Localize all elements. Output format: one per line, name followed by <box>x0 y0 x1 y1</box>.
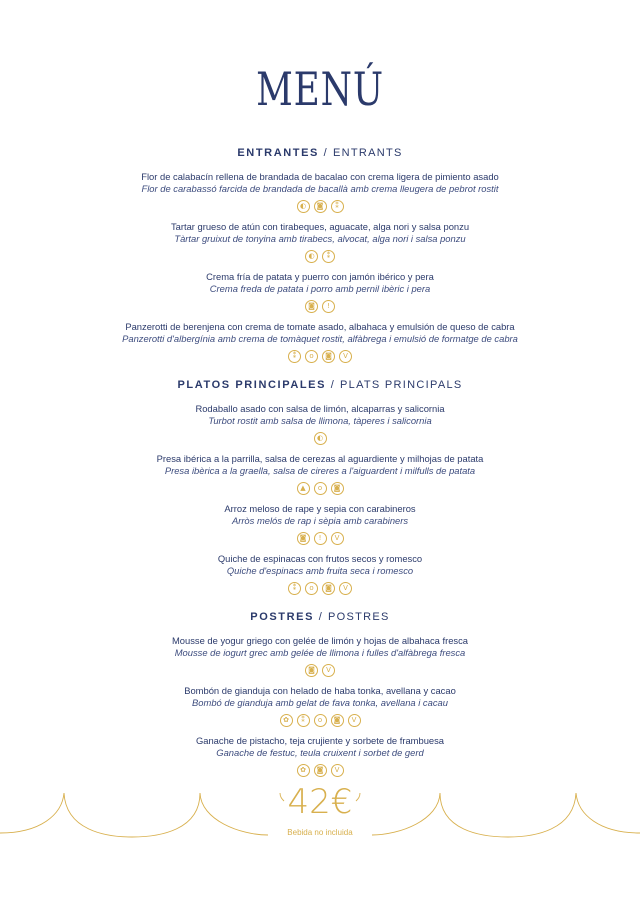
dish-name-ca: Turbot rostit amb salsa de llimona, tàperes i salicornia <box>208 415 432 426</box>
allergen-icons <box>0 250 640 265</box>
celery-icon: ▲ <box>297 482 310 495</box>
vegetarian-icon: V <box>348 714 361 727</box>
gluten-icon: ⁑ <box>288 582 301 595</box>
egg-icon: o <box>314 482 327 495</box>
milk-icon: ◙ <box>297 532 310 545</box>
dish-name-ca: Bombó de gianduja amb gelat de fava tonka, avellana i cacau <box>192 697 448 708</box>
allergen-icons <box>0 200 640 215</box>
section-heading-ca: PLATS PRINCIPALS <box>340 379 463 391</box>
allergen-icons <box>0 532 640 547</box>
nuts-icon: ✿ <box>297 764 310 777</box>
vegetarian-icon: V <box>331 532 344 545</box>
dish-name-es: Tartar grueso de atún con tirabeques, aguacate, alga nori y salsa ponzu <box>170 221 470 232</box>
vegetarian-icon: V <box>339 582 352 595</box>
dish-name-ca: Quiche d'espinacs amb fruita seca i romesco <box>226 565 414 576</box>
allergen-icons <box>0 482 640 497</box>
allergen-icons <box>0 582 640 597</box>
section-heading <box>0 377 640 393</box>
section-heading <box>0 145 640 161</box>
vegetarian-icon: V <box>322 664 335 677</box>
dish-item <box>0 453 640 497</box>
dish-name-es: Bombón de gianduja con helado de haba tonka, avellana y cacao <box>184 685 456 696</box>
dish-name-es: Quiche de espinacas con frutos secos y romesco <box>217 553 423 564</box>
allergen-icons <box>0 300 640 315</box>
section-heading-es: POSTRES <box>250 611 315 623</box>
fish-icon: ◐ <box>305 250 318 263</box>
vegetarian-icon: V <box>331 764 344 777</box>
allergen-icons <box>0 350 640 365</box>
dish-item <box>0 171 640 215</box>
page-title: MENÚ <box>256 62 384 116</box>
fish-icon: ◐ <box>297 200 310 213</box>
price: 42€ <box>287 782 353 822</box>
gluten-icon: ⁑ <box>297 714 310 727</box>
milk-icon: ◙ <box>314 764 327 777</box>
section-heading-es: ENTRANTES <box>237 147 319 159</box>
dish-name-ca: Flor de carabassó farcida de brandada de bacallà amb crema lleugera de pebrot rostit <box>141 183 499 194</box>
section-heading <box>0 609 640 625</box>
dish-name-es: Panzerotti de berenjena con crema de tomate asado, albahaca y emulsión de queso de cabra <box>125 321 515 332</box>
egg-icon: o <box>305 350 318 363</box>
dish-name-es: Mousse de yogur griego con gelée de limón y hojas de albahaca fresca <box>171 635 469 646</box>
price-note: Bebida no incluida <box>287 828 353 837</box>
dish-item <box>0 685 640 729</box>
egg-icon: o <box>314 714 327 727</box>
gluten-icon: ⁑ <box>322 250 335 263</box>
dish-name-ca: Panzerotti d'albergínia amb crema de tomàquet rostit, alfàbrega i emulsió de formatge de cabra <box>122 333 518 344</box>
dish-name-es: Flor de calabacín rellena de brandada de bacalao con crema ligera de pimiento asado <box>141 171 499 182</box>
nuts-icon: ✿ <box>280 714 293 727</box>
allergen-icons <box>0 714 640 729</box>
dish-item <box>0 403 640 447</box>
gluten-icon: ⁑ <box>288 350 301 363</box>
dish-name-es: Crema fría de patata y puerro con jamón ibérico y pera <box>206 271 434 282</box>
menu-content <box>0 145 640 791</box>
milk-icon: ◙ <box>322 582 335 595</box>
dish-name-ca: Mousse de iogurt grec amb gelée de llimona i fulles d'alfàbrega fresca <box>174 647 466 658</box>
milk-icon: ◙ <box>314 200 327 213</box>
dish-name-es: Rodaballo asado con salsa de limón, alcaparras y salicornia <box>195 403 445 414</box>
dish-item <box>0 221 640 265</box>
sulphite-icon: ! <box>322 300 335 313</box>
section-heading-separator: / <box>314 611 329 623</box>
milk-icon: ◙ <box>331 714 344 727</box>
dish-name-es: Ganache de pistacho, teja crujiente y sorbete de frambuesa <box>195 735 445 746</box>
dish-item <box>0 271 640 315</box>
dish-item <box>0 553 640 597</box>
vegetarian-icon: V <box>339 350 352 363</box>
section-heading-separator: / <box>318 147 333 159</box>
milk-icon: ◙ <box>305 664 318 677</box>
egg-icon: o <box>305 582 318 595</box>
dish-name-es: Arroz meloso de rape y sepia con carabineros <box>224 503 416 514</box>
dish-name-ca: Presa ibèrica a la graella, salsa de cireres a l'aiguardent i milfulls de patata <box>164 465 476 476</box>
milk-icon: ◙ <box>305 300 318 313</box>
dish-item <box>0 321 640 365</box>
allergen-icons <box>0 664 640 679</box>
gluten-icon: ⁑ <box>331 200 344 213</box>
allergen-icons <box>0 432 640 447</box>
dish-item <box>0 635 640 679</box>
dish-name-es: Presa ibérica a la parrilla, salsa de cerezas al aguardiente y milhojas de patata <box>156 453 484 464</box>
allergen-icons <box>0 764 640 779</box>
milk-icon: ◙ <box>322 350 335 363</box>
dish-item <box>0 503 640 547</box>
dish-name-ca: Ganache de festuc, teula cruixent i sorbet de gerd <box>216 747 424 758</box>
section-heading-separator: / <box>326 379 341 391</box>
dish-name-ca: Crema freda de patata i porro amb pernil ibèric i pera <box>209 283 431 294</box>
dish-item <box>0 735 640 779</box>
fish-icon: ◐ <box>314 432 327 445</box>
dish-name-ca: Arròs melós de rap i sèpia amb carabiners <box>231 515 409 526</box>
milk-icon: ◙ <box>331 482 344 495</box>
section-heading-ca: POSTRES <box>328 611 390 623</box>
dish-name-ca: Tàrtar gruixut de tonyina amb tirabecs, alvocat, alga nori i salsa ponzu <box>174 233 466 244</box>
section-heading-es: PLATOS PRINCIPALES <box>177 379 327 391</box>
section-heading-ca: ENTRANTS <box>332 147 403 159</box>
sulphite-icon: ! <box>314 532 327 545</box>
